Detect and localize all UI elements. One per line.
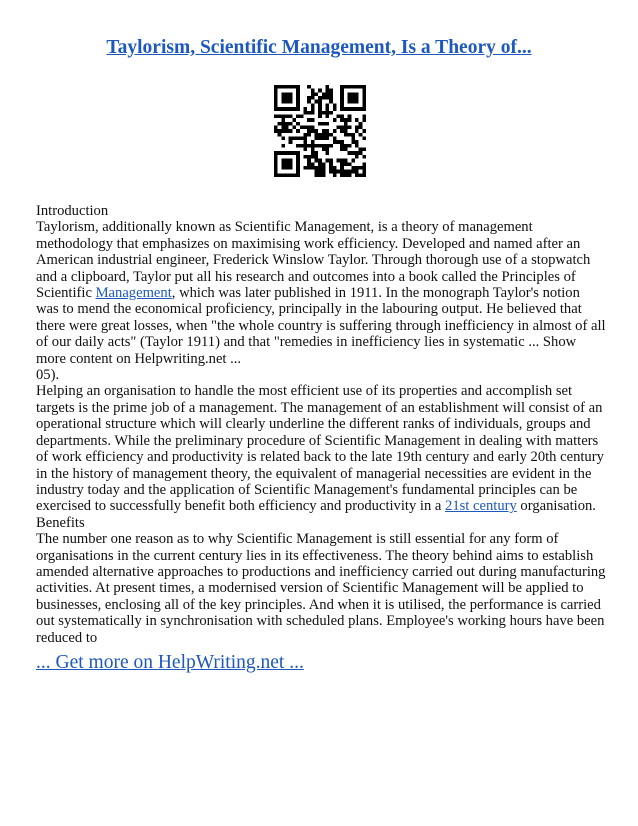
paragraph-benefits: The number one reason as to why Scientific Management is still essential for any form of organisations in the current century lies in its effectiveness. The theory behind aims to establish amended alternative approaches to productions and inefficiency carried out during manufacturing activities. At present times, a modernised version of Scientific Management will be applied to businesses, enclosing all of the key principles. And when it is utilised, the performance is carried out systematically in synchronisation with scheduled plans. Employee's working hours have been reduced to	[36, 531, 606, 646]
section-heading-benefits: Benefits	[36, 514, 85, 531]
article-body	[36, 203, 606, 646]
21st-century-link[interactable]: 21st century	[445, 498, 517, 515]
section-heading-introduction: Introduction	[36, 203, 109, 219]
paragraph-fragment: 05).	[36, 367, 60, 384]
paragraph-text: Taylorism, additionally known as Scientific Management, is a theory of management methodology that emphasizes on maximising work efficiency. Developed and named after an American industrial engineer, Frederick Winslow Taylor. Through thorough use of a stopwatch and a clipboard, Taylor put all his research and outcomes into a book called the Principles of Scientific	[36, 219, 591, 302]
paragraph-intro	[36, 219, 606, 367]
paragraph-text: , which was later published in 1911. In the monograph Taylor's notion was to mend the economical proficiency, principally in the labouring output. He believed that there were great losses, when "the whole country is suffering through inefficiency in almost of all of our daily acts" (Taylor 1911) and that "remedies in inefficiency lies in systematic ... Show more content on Helpwriting.net ...	[36, 285, 606, 367]
paragraph-organisation	[36, 383, 606, 514]
document-title	[0, 37, 638, 59]
get-more-link[interactable]: ... Get more on HelpWriting.net ...	[36, 652, 304, 673]
paragraph-text: Helping an organisation to handle the most efficient use of its properties and accomplish set targets is the prime job of a management. The management of an establishment will consist of an operational structure which will clearly underline the different ranks of individuals, groups and departments. While the preliminary procedure of Scientific Management in dealing with matters of work efficiency and productivity is related back to the late 19th century and early 20th century in the history of management theory, the equivalent of managerial necessities are evident in the industry today and the application of Scientific Management's fundamental principles can be exercised to successfully benefit both efficiency and productivity in a	[36, 383, 604, 515]
document-title-link[interactable]: Taylorism, Scientific Management, Is a Theory of...	[106, 37, 532, 58]
qr-code-icon	[274, 85, 366, 177]
paragraph-text: organisation.	[516, 498, 596, 515]
management-link[interactable]: Management	[95, 285, 172, 302]
get-more-container	[36, 652, 304, 674]
